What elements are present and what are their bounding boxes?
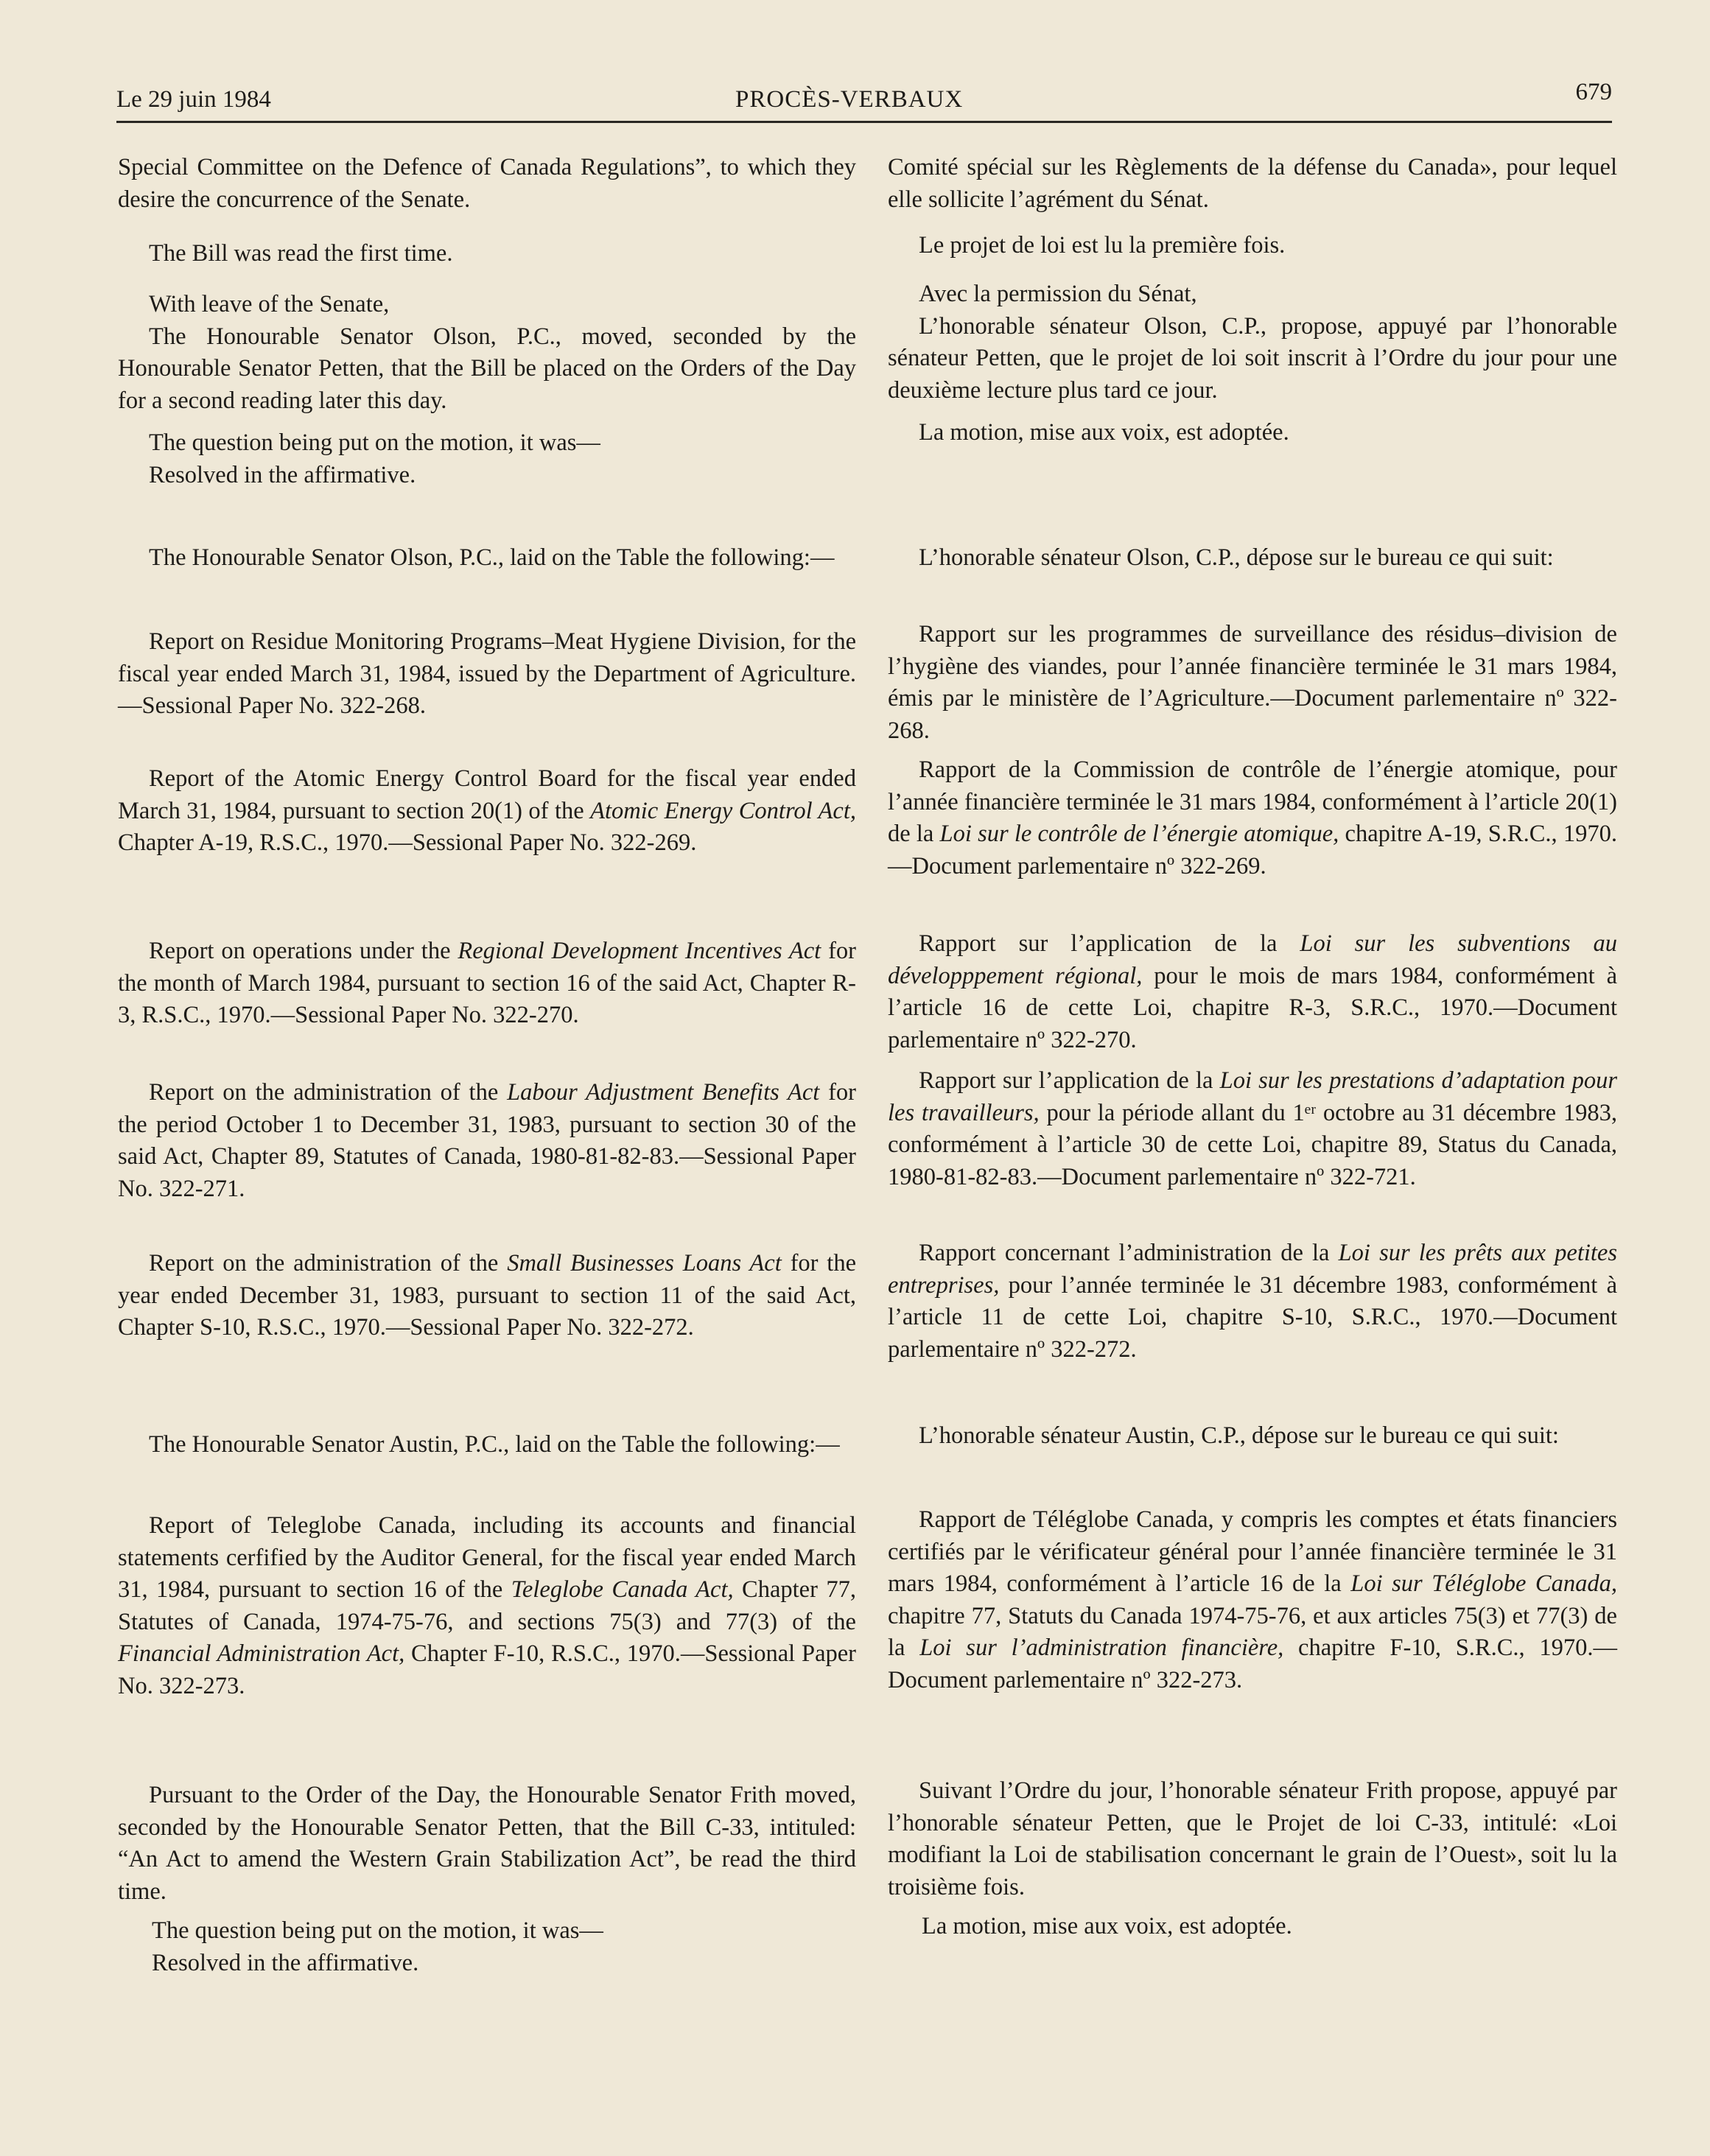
fr-paragraph-11: L’honorable sénateur Austin, C.P., dépose sur le bureau ce qui suit: — [919, 1422, 1559, 1449]
fr-paragraph-12: Rapport de Téléglobe Canada, y compris les comptes et états financiers certifiés par le vérificateur général pour l’année financière terminée le 31 mars 1984, conformément à l’article 16 de la Loi sur Téléglobe Canada, chapitre 77, Statuts du Canada 1974-75-76, et aux articles 75(3) et 77(3) de la Loi sur l’administration financière, chapitre F-10, S.R.C., 1970.—Document parlementaire nº 322-273. — [888, 1506, 1617, 1693]
en-paragraph-11: The Honourable Senator Austin, P.C., laid on the Table the following:— — [149, 1431, 840, 1458]
en-act-title: Atomic Energy Control Act, — [590, 797, 856, 824]
en-paragraph-6: Report on Residue Monitoring Programs–Meat Hygiene Division, for the fiscal year ended March 31, 1984, issued by the Department of Agriculture.—Sessional Paper No. 322-268. — [118, 628, 856, 719]
en-paragraph-8: Report on operations under the Regional Development Incentives Act for the month of March 1984, pursuant to section 16 of the said Act, Chapter R-3, R.S.C., 1970.—Sessional Paper No. 322-270. — [118, 938, 856, 1028]
page-header — [116, 71, 1612, 122]
en-act-title: Labour Adjustment Benefits Act — [507, 1079, 820, 1106]
fr-paragraph-1: Comité spécial sur les Règlements de la défense du Canada», pour lequel elle sollicite l’agrément du Sénat. — [888, 154, 1617, 213]
fr-paragraph-10: Rapport concernant l’administration de la Loi sur les prêts aux petites entreprises, pour l’année terminée le 31 décembre 1983, conformément à l’article 11 de cette Loi, chapitre S-10, S.R.C., 1970.—Document parlementaire nº 322-272. — [888, 1240, 1617, 1363]
fr-act-title: Loi sur le contrôle de l’énergie atomique, — [939, 821, 1339, 847]
en-paragraph-4: The question being put on the motion, it was— Resolved in the affirmative. — [149, 429, 600, 488]
en-paragraph-13: Pursuant to the Order of the Day, the Honourable Senator Frith moved, seconded by the Honourable Senator Petten, that the Bill C-33, intituled: “An Act to amend the Western Grain Stabilization Act”, be read the third time. — [118, 1782, 856, 1905]
header-date: Le 29 juin 1984 — [116, 86, 271, 113]
en-act-title: Financial Administration Act, — [118, 1640, 405, 1667]
fr-paragraph-6: Rapport sur les programmes de surveillance des résidus–division de l’hygiène des viandes, pour l’année financière terminée le 31 mars 1984, émis par le ministère de l’Agriculture.—Document parlementaire nº 322-268. — [888, 621, 1617, 744]
fr-paragraph-8: Rapport sur l’application de la Loi sur les subventions au développpement régional, pour le mois de mars 1984, conformément à l’article 16 de cette Loi, chapitre R-3, S.R.C., 1970.—Document parlementaire nº 322-270. — [888, 930, 1617, 1053]
en-paragraph-3: With leave of the Senate, The Honourable Senator Olson, P.C., moved, seconded by the Honourable Senator Petten, that the Bill be placed on the Orders of the Day for a second reading later this day. — [118, 291, 856, 414]
fr-paragraph-13: Suivant l’Ordre du jour, l’honorable sénateur Frith propose, appuyé par l’honorable sénateur Petten, que le Projet de loi C-33, intitulé: «Loi modifiant la Loi de stabilisation concernant le grain de l’Ouest», soit lu la troisième fois. — [888, 1777, 1617, 1900]
fr-paragraph-3: Avec la permission du Sénat, L’honorable sénateur Olson, C.P., propose, appuyé par l’honorable sénateur Petten, que le projet de loi soit inscrit à l’Ordre du jour pour une deuxième lecture plus tard ce jour. — [888, 281, 1617, 404]
fr-paragraph-9: Rapport sur l’application de la Loi sur les prestations d’adaptation pour les travailleurs, pour la période allant du 1ᵉʳ octobre au 31 décembre 1983, conformément à l’article 30 de cette Loi, chapitre 89, Status du Canada, 1980-81-82-83.—Document parlementaire nº 322-721. — [888, 1067, 1618, 1190]
en-paragraph-14: The question being put on the motion, it was— Resolved in the affirmative. — [152, 1917, 603, 1976]
en-paragraph-2: The Bill was read the first time. — [149, 240, 453, 267]
en-paragraph-10: Report on the administration of the Small Businesses Loans Act for the year ended December 31, 1983, pursuant to section 11 of the said Act, Chapter S-10, R.S.C., 1970.—Sessional Paper No. 322-272. — [118, 1250, 856, 1341]
fr-paragraph-7: Rapport de la Commission de contrôle de l’énergie atomique, pour l’année financière terminée le 31 mars 1984, conformément à l’article 20(1) de la Loi sur le contrôle de l’énergie atomique, chapitre A-19, S.R.C., 1970.—Document parlementaire nº 322-269. — [888, 756, 1617, 879]
en-act-title: Teleglobe Canada Act, — [511, 1576, 734, 1603]
en-act-title: Small Businesses Loans Act — [507, 1250, 782, 1277]
en-paragraph-9: Report on the administration of the Labour Adjustment Benefits Act for the period October 1 to December 31, 1983, pursuant to section 30 of the said Act, Chapter 89, Statutes of Canada, 1980-81-82-83.—Sessional Paper No. 322-271. — [118, 1079, 856, 1202]
fr-act-title: Loi sur les prestations d’adaptation pour les travailleurs, — [888, 1067, 1617, 1126]
fr-paragraph-14: La motion, mise aux voix, est adoptée. — [922, 1913, 1292, 1939]
fr-act-title: Loi sur Téléglobe Canada, — [1350, 1570, 1617, 1597]
fr-paragraph-5: L’honorable sénateur Olson, C.P., dépose sur le bureau ce qui suit: — [919, 544, 1554, 571]
fr-paragraph-4: La motion, mise aux voix, est adoptée. — [919, 419, 1289, 446]
header-title: PROCÈS-VERBAUX — [735, 86, 964, 113]
en-paragraph-12: Report of Teleglobe Canada, including its accounts and financial statements cerfified by the Auditor General, for the fiscal year ended March 31, 1984, pursuant to section 16 of the Teleglobe Canada Act, Chapter 77, Statutes of Canada, 1974-75-76, and sections 75(3) and 77(3) of the Financial Administration Act, Chapter F-10, R.S.C., 1970.—Sessional Paper No. 322-273. — [118, 1512, 857, 1699]
en-paragraph-1: Special Committee on the Defence of Canada Regulations”, to which they desire the concurrence of the Senate. — [118, 154, 856, 213]
fr-act-title: Loi sur les subventions au développpement régional, — [888, 930, 1617, 989]
fr-act-title: Loi sur les prêts aux petites entreprises, — [888, 1240, 1617, 1299]
fr-paragraph-2: Le projet de loi est lu la première fois. — [919, 232, 1286, 259]
fr-act-title: Loi sur l’administration financière, — [919, 1634, 1284, 1661]
en-act-title: Regional Development Incentives Act — [458, 938, 821, 964]
page-number: 679 — [1575, 79, 1612, 105]
header-rule — [116, 121, 1612, 123]
en-paragraph-7: Report of the Atomic Energy Control Board for the fiscal year ended March 31, 1984, pursuant to section 20(1) of the Atomic Energy Control Act, Chapter A-19, R.S.C., 1970.—Sessional Paper No. 322-269. — [118, 765, 856, 856]
en-paragraph-5: The Honourable Senator Olson, P.C., laid on the Table the following:— — [149, 544, 835, 571]
